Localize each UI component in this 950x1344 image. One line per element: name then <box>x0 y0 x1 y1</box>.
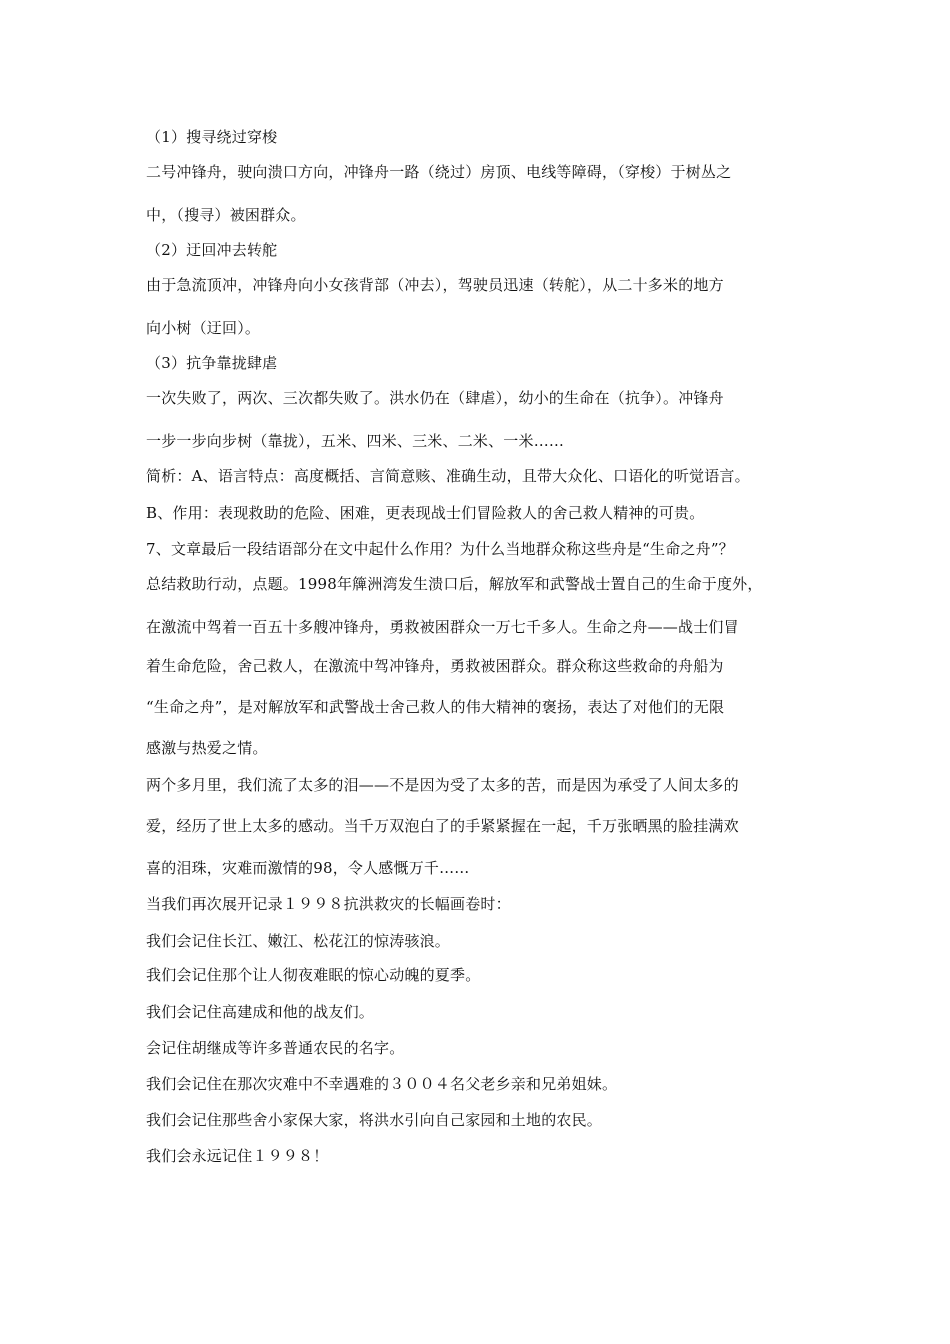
paragraph-line: 我们会记住那些舍小家保大家，将洪水引向自己家园和土地的农民。 <box>146 1111 603 1129</box>
paragraph-line: 在激流中驾着一百五十多艘冲锋舟，勇救被困群众一万七千多人。生命之舟——战士们冒 <box>146 618 739 636</box>
paragraph-line: 会记住胡继成等许多普通农民的名字。 <box>146 1039 405 1057</box>
paragraph-line: 爱，经历了世上太多的感动。当千万双泡白了的手紧紧握在一起，千万张晒黑的脸挂满欢 <box>146 817 739 835</box>
subheading-1: （1）搜寻绕过穿梭 <box>146 128 278 146</box>
paragraph-line: 我们会永远记住１９９８！ <box>146 1147 329 1165</box>
paragraph-line: 二号冲锋舟，驶向溃口方向，冲锋舟一路（绕过）房顶、电线等障碍，（穿梭）于树丛之 <box>146 163 732 181</box>
paragraph-line: 由于急流顶冲，冲锋舟向小女孩背部（冲去），驾驶员迅速（转舵），从二十多米的地方 <box>146 276 724 294</box>
analysis-line: 简析：A、语言特点：高度概括、言简意赅、准确生动，且带大众化、口语化的听觉语言。 <box>146 467 750 485</box>
paragraph-line: 我们会记住那个让人彻夜难眠的惊心动魄的夏季。 <box>146 966 481 984</box>
paragraph-line: 一步一步向步树（靠拢），五米、四米、三米、二米、一米…… <box>146 432 565 450</box>
paragraph-line: 一次失败了，两次、三次都失败了。洪水仍在（肆虐），幼小的生命在（抗争）。冲锋舟 <box>146 389 724 407</box>
paragraph-line: “生命之舟”，是对解放军和武警战士舍己救人的伟大精神的褒扬，表达了对他们的无限 <box>146 698 725 716</box>
paragraph-line: 喜的泪珠，灾难而激情的98，令人感慨万千…… <box>146 859 470 877</box>
subheading-2: （2）迂回冲去转舵 <box>146 241 278 259</box>
paragraph-line: 我们会记住长江、嫩江、松花江的惊涛骇浪。 <box>146 932 451 950</box>
subheading-3: （3）抗争靠拢肆虐 <box>146 354 278 372</box>
question-line: 7、文章最后一段结语部分在文中起什么作用？为什么当地群众称这些舟是“生命之舟”？ <box>146 540 734 558</box>
paragraph-line: 中，（搜寻）被困群众。 <box>146 206 306 224</box>
paragraph-line: 着生命危险，舍己救人，在激流中驾冲锋舟，勇救被困群众。群众称这些救命的舟船为 <box>146 657 724 675</box>
paragraph-line: 我们会记住在那次灾难中不幸遇难的３００４名父老乡亲和兄弟姐妹。 <box>146 1075 618 1093</box>
analysis-line: B、作用：表现救助的危险、困难，更表现战士们冒险救人的舍己救人精神的可贵。 <box>146 504 705 522</box>
paragraph-line: 向小树（迂回）。 <box>146 319 261 337</box>
paragraph-line: 总结救助行动，点题。1998年簰洲湾发生溃口后，解放军和武警战士置自己的生命于度外， <box>146 575 763 593</box>
paragraph-line: 我们会记住高建成和他的战友们。 <box>146 1003 375 1021</box>
paragraph-line: 当我们再次展开记录１９９８抗洪救灾的长幅画卷时： <box>146 895 511 913</box>
paragraph-line: 感激与热爱之情。 <box>146 739 268 757</box>
paragraph-line: 两个多月里，我们流了太多的泪——不是因为受了太多的苦，而是因为承受了人间太多的 <box>146 776 739 794</box>
